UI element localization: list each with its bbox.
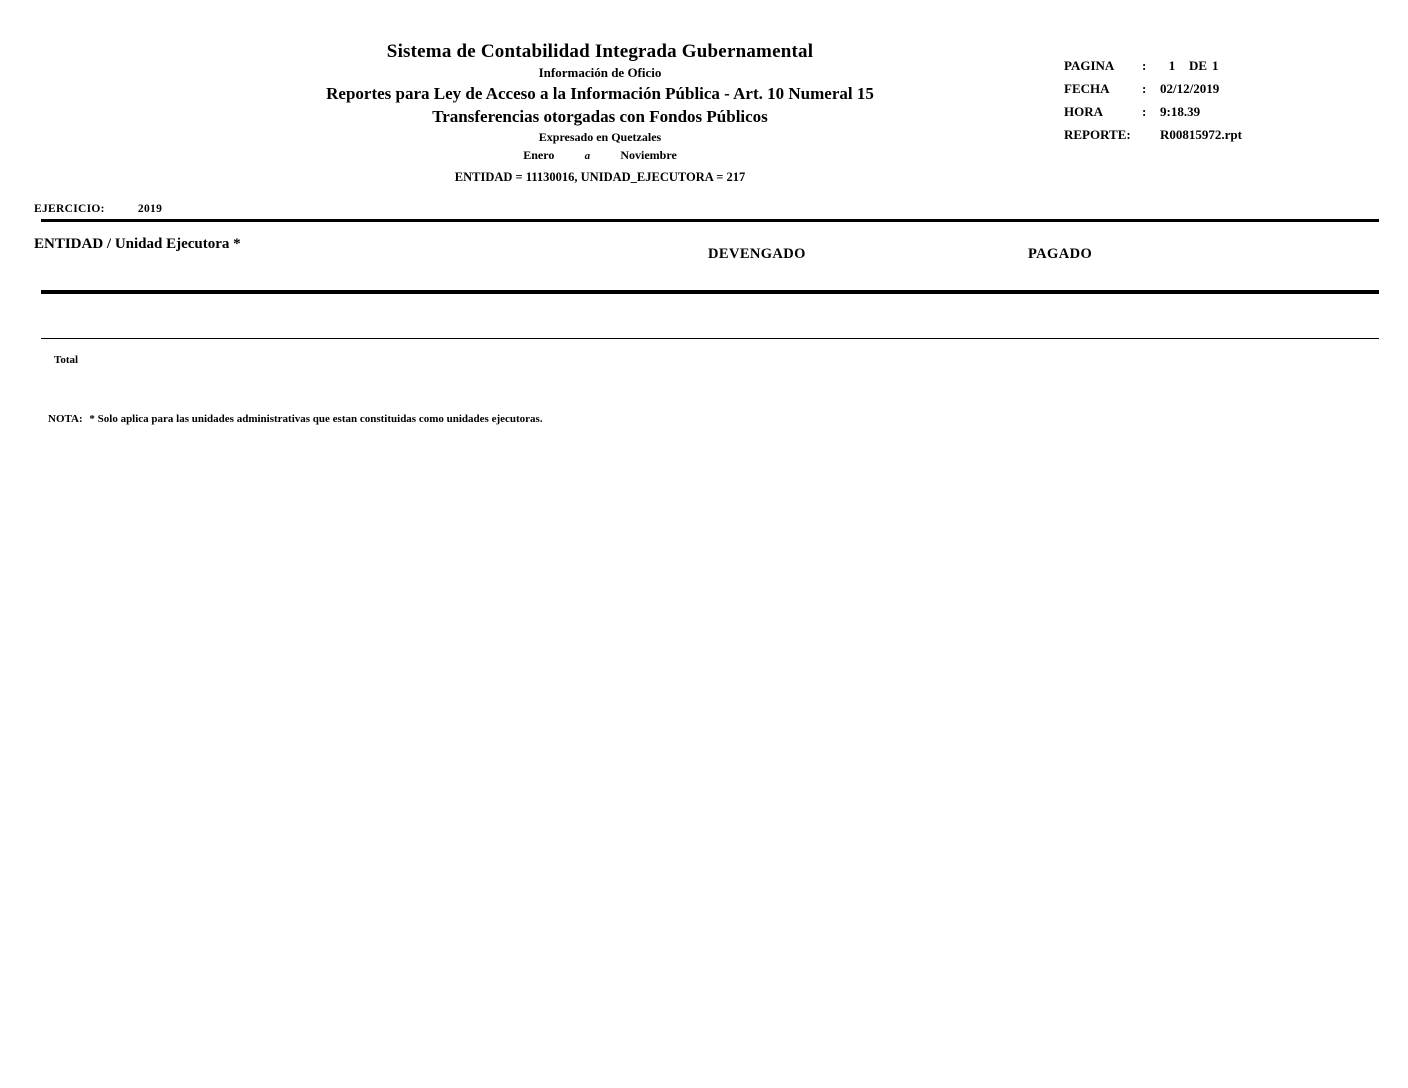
divider-top bbox=[41, 219, 1379, 222]
nota-text: * Solo aplica para las unidades administrativas que estan constituidas como unidades ejecutoras. bbox=[89, 413, 543, 425]
hora-value: 9:18.39 bbox=[1160, 104, 1201, 119]
hora-label: HORA bbox=[1064, 104, 1103, 119]
reporte-value: R00815972.rpt bbox=[1160, 127, 1242, 142]
filter-line: ENTIDAD = 11130016, UNIDAD_EJECUTORA = 217 bbox=[454, 170, 746, 184]
period-range bbox=[0, 146, 1200, 165]
de-value: 1 bbox=[1212, 58, 1219, 73]
hora-colon: : bbox=[1142, 104, 1147, 119]
total-label: Total bbox=[54, 354, 79, 366]
period-separator: a bbox=[584, 150, 591, 162]
report-title-line-1: Reportes para Ley de Acceso a la Información Pública - Art. 10 Numeral 15 bbox=[326, 84, 874, 103]
pagina-value: 1 bbox=[1168, 58, 1176, 73]
period-from: Enero bbox=[523, 148, 555, 162]
fecha-value: 02/12/2019 bbox=[1160, 81, 1220, 96]
fecha-label: FECHA bbox=[1064, 81, 1110, 96]
ejercicio-value: 2019 bbox=[137, 203, 163, 215]
pagina-colon: : bbox=[1142, 58, 1147, 73]
footer-note bbox=[48, 413, 543, 425]
ejercicio bbox=[34, 203, 162, 215]
report-subtitle: Información de Oficio bbox=[538, 65, 662, 80]
column-header-pagado: PAGADO bbox=[1028, 246, 1093, 262]
meta-row-reporte bbox=[1064, 123, 1364, 146]
meta-row-hora bbox=[1064, 100, 1364, 123]
divider-above-total bbox=[41, 338, 1379, 339]
pagina-label: PAGINA bbox=[1064, 58, 1115, 73]
de-label: DE bbox=[1188, 58, 1208, 73]
nota-label: NOTA: bbox=[48, 413, 83, 425]
total-row bbox=[54, 354, 78, 366]
ejercicio-label: EJERCICIO: bbox=[34, 203, 105, 215]
report-title-line-2: Transferencias otorgadas con Fondos Públicos bbox=[432, 107, 768, 126]
period-to: Noviembre bbox=[620, 148, 677, 162]
reporte-label: REPORTE: bbox=[1064, 127, 1131, 142]
meta-row-pagina bbox=[1064, 54, 1364, 77]
column-header-devengado: DEVENGADO bbox=[708, 246, 806, 262]
report-header bbox=[0, 40, 1200, 187]
divider-below-headers bbox=[41, 290, 1379, 294]
meta-row-fecha bbox=[1064, 77, 1364, 100]
currency-note: Expresado en Quetzales bbox=[538, 130, 662, 144]
report-meta bbox=[1064, 54, 1364, 146]
table-body bbox=[41, 296, 1379, 336]
system-title: Sistema de Contabilidad Integrada Gubernamental bbox=[386, 41, 814, 62]
column-header-entidad: ENTIDAD / Unidad Ejecutora * bbox=[34, 236, 241, 252]
fecha-colon: : bbox=[1142, 81, 1147, 96]
